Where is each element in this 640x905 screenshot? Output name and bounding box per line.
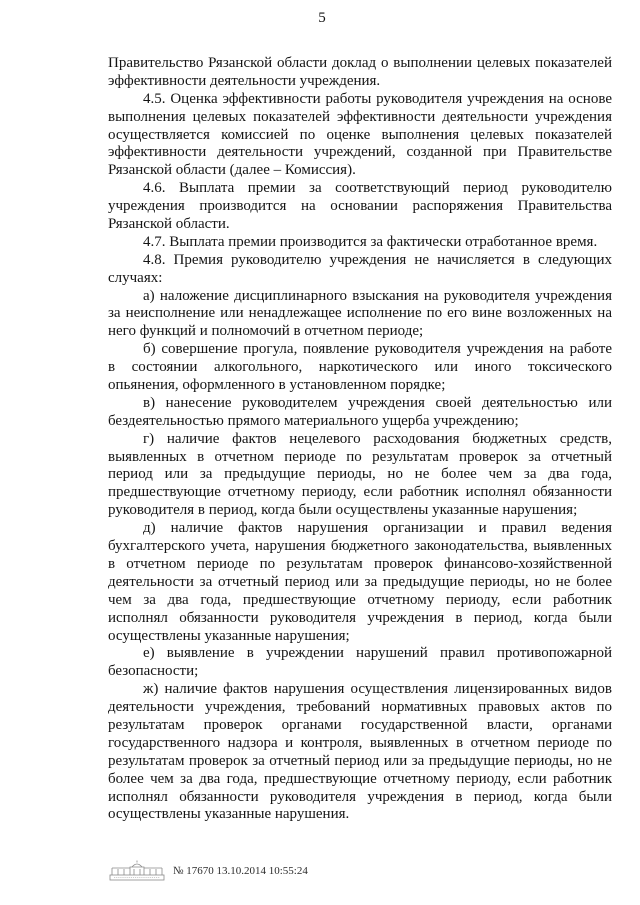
text-line: государственного надзора и контроля, выявленных в отчетном периоде по: [108, 734, 612, 751]
text-line: предшествующие отчетному периоду, если работник исполнял обязанности: [108, 484, 612, 501]
paragraph: [108, 234, 612, 252]
text-line: б) совершение прогула, появление руководителя учреждения на работе: [143, 341, 612, 358]
paragraph: [108, 645, 612, 681]
paragraph: [108, 180, 612, 234]
text-line: эффективности деятельности учреждений, созданной при Правительстве: [108, 144, 612, 161]
paragraph: [108, 252, 612, 288]
text-line: результатам проверок за отчетный период или за предыдущие периоды, но не: [108, 752, 612, 769]
text-line: 4.8. Премия руководителю учреждения не начисляется в следующих: [143, 251, 612, 268]
paragraph: [108, 91, 612, 180]
text-line: 4.6. Выплата премии за соответствующий период руководителю: [143, 180, 612, 197]
text-line: более чем за два года, предшествующие отчетному периоду, если работник: [108, 770, 612, 787]
text-line: деятельности учреждения, требований нормативных правовых актов по: [108, 699, 612, 716]
text-line: учреждения производится на основании распоряжения Правительства: [108, 198, 612, 215]
text-line: Правительство Рязанской области доклад о выполнении целевых показателей: [108, 55, 612, 71]
text-line: бухгалтерского учета, нарушения бюджетного законодательства, выявленных: [108, 538, 612, 555]
text-line: Рязанской области.: [108, 216, 230, 233]
paragraph: [108, 341, 612, 395]
government-building-emblem-icon: [108, 860, 166, 882]
text-line: исполнял обязанности руководителя учреждения в период, когда были: [108, 609, 612, 626]
text-line: осуществляется комиссией по оценке выполнения целевых показателей: [108, 126, 612, 143]
paragraph: [108, 431, 612, 520]
text-line: случаях:: [108, 269, 163, 286]
document-footer: [108, 860, 308, 882]
paragraph: [108, 55, 612, 91]
text-line: в состоянии алкогольного, наркотического или иного токсического: [108, 359, 612, 376]
text-line: е) выявление в учреждении нарушений правил противопожарной: [143, 645, 612, 662]
text-line: эффективности деятельности учреждения.: [108, 72, 381, 89]
text-line: ж) наличие фактов нарушения осуществления лицензированных видов: [143, 681, 612, 698]
text-line: за неисполнение или ненадлежащее исполнение по его вине возложенных на: [108, 305, 612, 322]
text-line: бездеятельностью прямого материального ущерба учреждению;: [108, 412, 519, 429]
text-line: в отчетном периоде по результатам проверок финансово-хозяйственной: [108, 555, 612, 572]
paragraph: [108, 681, 612, 824]
text-line: Рязанской области (далее – Комиссия).: [108, 162, 356, 179]
text-line: г) наличие фактов нецелевого расходования бюджетных средств,: [143, 430, 612, 447]
text-line: 4.7. Выплата премии производится за фактически отработанное время.: [143, 233, 598, 250]
registration-stamp: № 17670 13.10.2014 10:55:24: [173, 865, 308, 877]
text-line: д) наличие фактов нарушения организации и правил ведения: [143, 520, 612, 537]
document-body: [108, 55, 612, 824]
text-line: исполнял обязанности руководителя учреждения в период, когда были: [108, 788, 612, 805]
text-line: осуществлены указанные нарушения;: [108, 627, 350, 644]
text-line: деятельности за отчетный период или за предыдущие периоды, но не более: [108, 573, 612, 590]
text-line: осуществлены указанные нарушения.: [108, 806, 350, 823]
text-line: период или за предыдущие периоды, но не более чем за два года,: [108, 466, 612, 483]
text-line: чем за два года, предшествующие отчетному периоду, если работник: [108, 591, 612, 608]
text-line: выявленных в отчетном периоде по результатам проверок за отчетный: [108, 448, 612, 465]
paragraph: [108, 395, 612, 431]
text-line: опьянения, оформленного в установленном порядке;: [108, 377, 446, 394]
text-line: 4.5. Оценка эффективности работы руководителя учреждения на основе: [143, 90, 612, 107]
text-line: в) нанесение руководителем учреждения своей деятельностью или: [143, 394, 612, 411]
paragraph: [108, 520, 612, 645]
text-line: выполнения целевых показателей эффективности деятельности учреждения: [108, 108, 612, 125]
page-number: 5: [318, 10, 326, 26]
text-line: него функций и полномочий в отчетном периоде;: [108, 323, 424, 340]
text-line: результатам проверок органами государственной власти, органами: [108, 716, 612, 733]
text-line: а) наложение дисциплинарного взыскания на руководителя учреждения: [143, 287, 612, 304]
text-line: руководителя в период, когда были осуществлены указанные нарушения;: [108, 502, 578, 519]
text-line: безопасности;: [108, 663, 199, 680]
paragraph: [108, 288, 612, 342]
